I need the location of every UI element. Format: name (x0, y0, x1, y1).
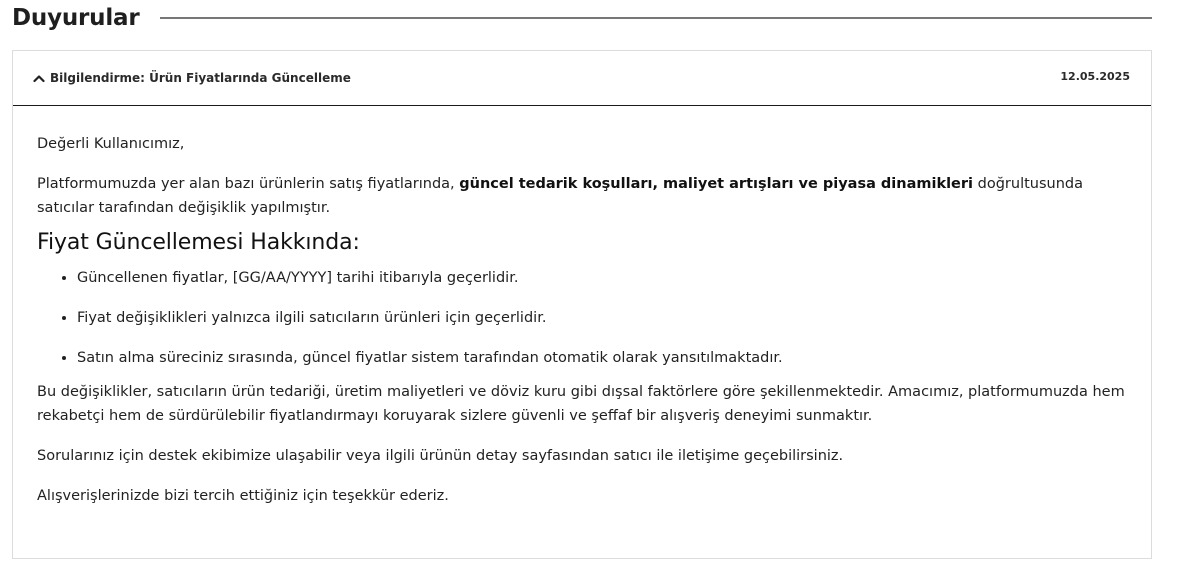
announcement-toggle[interactable] (33, 71, 351, 85)
announcement-title: Bilgilendirme: Ürün Fiyatlarında Güncelleme (50, 71, 351, 85)
closing-paragraph: Alışverişlerinizde bizi tercih ettiğiniz için teşekkür ederiz. (37, 488, 449, 504)
section-divider (160, 17, 1153, 19)
intro-text-bold: güncel tedarik koşulları, maliyet artışları ve piyasa dinamikleri (459, 176, 974, 192)
list-item: • Fiyat değişiklikleri yalnızca ilgili satıcıların ürünleri için geçerlidir. (77, 306, 1127, 330)
intro-paragraph (37, 172, 1127, 220)
announcement-date: 12.05.2025 (1060, 70, 1130, 83)
intro-text-after: doğrultusunda satıcılar tarafından değişiklik yapılmıştır. (37, 176, 1083, 216)
announcement-header[interactable] (13, 51, 1151, 106)
subheading: Fiyat Güncellemesi Hakkında: (37, 230, 360, 255)
section-header (12, 3, 1152, 33)
section-title: Duyurular (12, 5, 140, 31)
support-paragraph: Sorularınız için destek ekibimize ulaşabilir veya ilgili ürünün detay sayfasından satıcı ile iletişime geçebilirsiniz. (37, 448, 844, 464)
announcement-panel (12, 50, 1152, 559)
list-item: • Güncellenen fiyatlar, [GG/AA/YYYY] tarihi itibarıyla geçerlidir. (77, 266, 1127, 290)
chevron-up-icon (33, 73, 45, 83)
reason-paragraph: Bu değişiklikler, satıcıların ürün tedariği, üretim maliyetleri ve döviz kuru gibi dışsal faktörlere göre şekillenmektedir. Amacımız, platformumuzda hem rekabetçi hem de sürdürülebilir fiyatlandırmayı koruyarak sizlere güvenli ve şeffaf bir alışveriş deneyimi sunmaktır. (37, 384, 1125, 424)
list-item: • Satın alma süreciniz sırasında, güncel fiyatlar sistem tarafından otomatik olarak yansıtılmaktadır. (77, 346, 1127, 370)
greeting: Değerli Kullanıcımız, (37, 136, 185, 152)
bullet-list (37, 266, 1127, 370)
intro-text-before: Platformumuzda yer alan bazı ürünlerin satış fiyatlarında, (37, 176, 460, 192)
announcement-body (13, 106, 1151, 508)
